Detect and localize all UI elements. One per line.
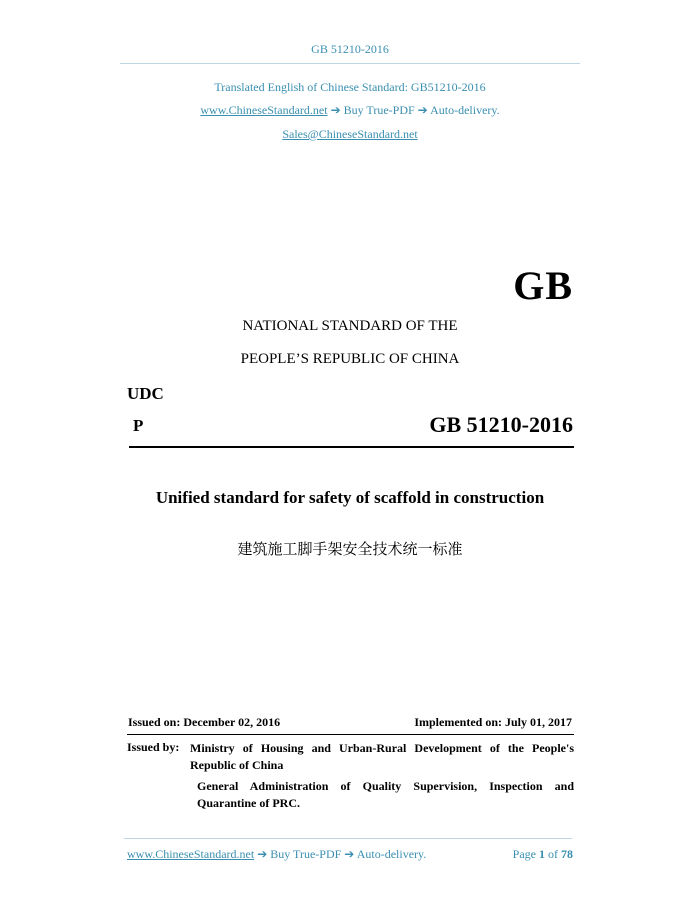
header-divider xyxy=(120,63,580,64)
classification-code: P xyxy=(133,416,144,435)
header-links xyxy=(0,103,700,118)
page-label: Page xyxy=(512,847,536,861)
site-link[interactable]: www.ChineseStandard.net xyxy=(200,103,328,117)
chinese-title: 建筑施工脚手架安全技术统一标准 xyxy=(237,540,463,558)
standard-code: GB 51210-2016 xyxy=(429,412,573,437)
buy-pdf-text: Buy True-PDF xyxy=(343,103,415,117)
issuer-ministry-text: Ministry of Housing and Urban-Rural Development of the People's Republic of China xyxy=(190,741,574,772)
gb-mark: GB xyxy=(513,263,573,308)
issuer-ministry xyxy=(190,740,574,774)
page-number: 1 xyxy=(539,847,545,861)
total-pages: 78 xyxy=(561,847,573,861)
footer-delivery-text: Auto-delivery. xyxy=(356,847,427,861)
arrow-right-icon: ➔ xyxy=(330,103,341,117)
arrow-right-icon: ➔ xyxy=(257,847,268,861)
footer-divider xyxy=(124,838,572,839)
national-standard-line1: NATIONAL STANDARD OF THE xyxy=(242,318,458,334)
footer-site-link[interactable]: www.ChineseStandard.net xyxy=(127,847,255,861)
running-header: GB 51210-2016 xyxy=(311,42,389,56)
national-standard-line2: PEOPLE’S REPUBLIC OF CHINA xyxy=(240,351,460,367)
translation-note: Translated English of Chinese Standard: GB51210-2016 xyxy=(214,80,486,94)
title-divider xyxy=(129,446,574,448)
issuer-aqsiq-text: General Administration of Quality Supervision, Inspection and Quarantine of PRC. xyxy=(197,779,574,810)
arrow-right-icon: ➔ xyxy=(417,103,428,117)
implemented-on-date: Implemented on: July 01, 2017 xyxy=(414,715,572,729)
issued-on-date: Issued on: December 02, 2016 xyxy=(128,715,281,729)
footer-buy-text: Buy True-PDF xyxy=(270,847,342,861)
sales-email-link[interactable]: Sales@ChineseStandard.net xyxy=(282,127,418,141)
arrow-right-icon: ➔ xyxy=(344,847,355,861)
udc-label: UDC xyxy=(127,384,164,403)
footer-links xyxy=(127,847,426,862)
issuance-divider xyxy=(127,734,574,735)
issuer-aqsiq xyxy=(197,778,574,812)
english-title: Unified standard for safety of scaffold in construction xyxy=(155,488,545,507)
auto-delivery-text: Auto-delivery. xyxy=(430,103,500,117)
page-indicator xyxy=(513,847,573,862)
of-label: of xyxy=(548,847,558,861)
issued-by-label: Issued by: xyxy=(127,740,180,754)
sales-email-line xyxy=(0,127,700,142)
